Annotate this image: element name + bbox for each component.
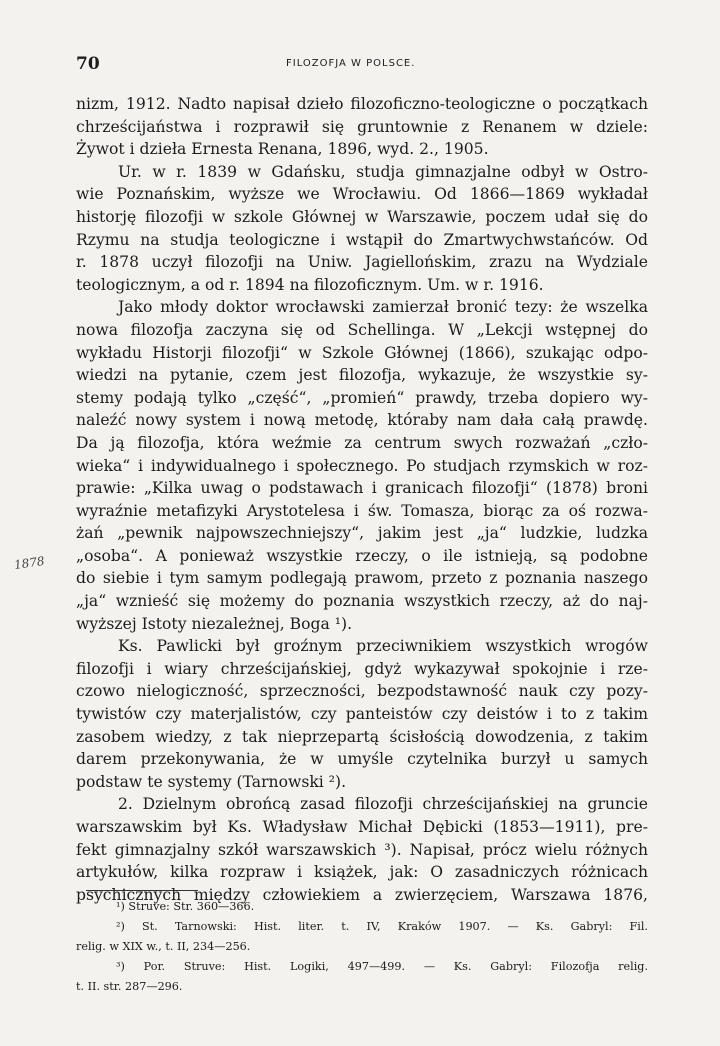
page-header [76, 54, 646, 78]
text-line: Rzymu na studja teologiczne i wstąpił do Zmartwychwstańców. Od [76, 230, 648, 249]
text-line: wieka“ i indywidualnego i społecznego. Po studjach rzymskich w roz- [76, 456, 648, 475]
text-line: zasobem wiedzy, z tak nieprzepartą ścisłością dowodzenia, z takim [76, 727, 648, 746]
text-line: darem przekonywania, że w umyśle czytelnika burzył u samych [76, 750, 648, 769]
text-line: filozofji i wiary chrześcijańskiej, gdyż wykazywał spokojnie i rze- [76, 659, 648, 678]
text-line: wie Poznańskim, wyższe we Wrocławiu. Od 1866—1869 wykładał [76, 185, 648, 204]
text-line: naleźć nowy system i nową metodę, któraby nam dała całą prawdę. [76, 411, 648, 430]
text-line: tywistów czy materjalistów, czy panteistów czy deistów i to z takim [76, 705, 648, 724]
text-line: „osoba“. A ponieważ wszystkie rzeczy, o ile istnieją, są podobne [76, 546, 648, 565]
text-line: nizm, 1912. Nadto napisał dzieło filozoficzno-teologiczne o początkach [76, 95, 648, 113]
text-line: Żywot i dzieła Ernesta Renana, 1896, wyd. 2., 1905. [76, 140, 489, 159]
footnote-line: t. II. str. 287—296. [76, 980, 183, 993]
text-line: Ks. Pawlicki był groźnym przeciwnikiem wszystkich wrogów [118, 637, 648, 656]
text-line: wiedzi na pytanie, czem jest filozofja, wykazuje, że wszystkie sy- [76, 366, 648, 385]
text-line: teologicznym, a od r. 1894 na filozoficznym. Um. w r. 1916. [76, 275, 544, 294]
page-number: 70 [76, 54, 100, 74]
footnotes [76, 897, 648, 997]
footnote-line: ³) Por. Struve: Hist. Logiki, 497—499. — Ks. Gabryl: Filozofja relig. [116, 960, 648, 973]
text-line: 2. Dzielnym obrońcą zasad filozofji chrześcijańskiej na gruncie [118, 795, 648, 814]
text-line: fekt gimnazjalny szkół warszawskich ³). Napisał, prócz wielu różnych [76, 840, 648, 859]
text-line: czowo nielogiczność, sprzeczności, bezpodstawność nauk czy pozy- [76, 682, 648, 701]
text-line: wyraźnie metafizyki Arystotelesa i św. Tomasza, biorąc za oś rozwa- [76, 501, 648, 520]
footnote-line: relig. w XIX w., t. II, 234—256. [76, 940, 251, 953]
margin-annotation: 1878 [13, 553, 46, 573]
text-line: do siebie i tym samym podlegają prawom, przeto z poznania naszego [76, 569, 648, 588]
text-line: podstaw te systemy (Tarnowski ²). [76, 772, 347, 791]
body-text [76, 93, 648, 906]
text-line: Jako młody doktor wrocławski zamierzał bronić tezy: że wszelka [118, 298, 648, 317]
text-line: historję filozofji w szkole Głównej w Warszawie, poczem udał się do [76, 207, 648, 226]
text-line: wykładu Historji filozofji“ w Szkole Głównej (1866), szukając odpo- [76, 343, 648, 362]
text-line: Da ją filozofja, która weźmie za centrum swych rozważań „czło- [76, 433, 648, 452]
text-line: nowa filozofja zaczyna się od Schellinga. W „Lekcji wstępnej do [76, 320, 648, 339]
footnote-line: ¹) Struve: Str. 360—366. [116, 900, 255, 913]
text-line: Ur. w r. 1839 w Gdańsku, studja gimnazjalne odbył w Ostro- [118, 162, 648, 181]
text-line: artykułów, kilka rozpraw i książek, jak: O zasadniczych różnicach [76, 863, 648, 882]
text-line: psychicznych między człowiekiem a zwierzęciem, Warszawa 1876, [76, 885, 648, 904]
text-line: chrześcijaństwa i rozprawił się gruntownie z Renanem w dziele: [76, 117, 648, 136]
text-line: prawie: „Kilka uwag o podstawach i granicach filozofji“ (1878) broni [76, 479, 648, 498]
text-line: wyższej Istoty niezależnej, Boga ¹). [76, 614, 353, 633]
text-line: stemy podają tylko „część“, „promień“ prawdy, trzeba dopiero wy- [76, 388, 648, 407]
text-line: „ja“ wznieść się możemy do poznania wszystkich rzeczy, aż do naj- [76, 592, 648, 611]
text-line: żań „pewnik najpowszechniejszy“, jakim jest „ja“ ludzkie, ludzka [76, 524, 648, 543]
text-line: r. 1878 uczył filozofji na Uniw. Jagiellońskim, zrazu na Wydziale [76, 253, 648, 272]
footnote-rule [86, 890, 198, 891]
footnote-line: ²) St. Tarnowski: Hist. liter. t. IV, Kraków 1907. — Ks. Gabryl: Fil. [116, 920, 648, 933]
text-line: warszawskim był Ks. Władysław Michał Dębicki (1853—1911), pre- [76, 818, 648, 836]
running-title: FILOZOFJA W POLSCE. [286, 58, 416, 69]
